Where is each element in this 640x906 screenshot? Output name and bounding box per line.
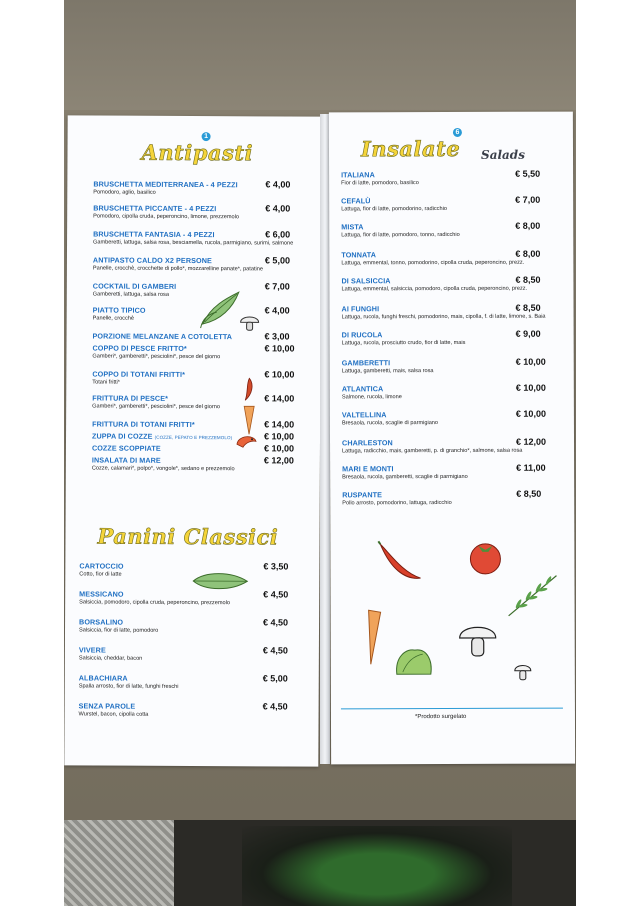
menu-item-name <box>341 222 460 231</box>
menu-item <box>92 343 220 360</box>
menu-item-name <box>341 170 419 179</box>
menu-item <box>341 250 524 267</box>
metal-grate <box>64 820 174 906</box>
menu-item-price: € 10,00 <box>263 443 295 454</box>
menu-item-price: € 8,50 <box>515 274 541 285</box>
menu-item-name <box>342 438 522 448</box>
menu-item-description: Lattuga, fior di latte, pomodorino, radicchio <box>341 206 447 213</box>
menu-item-price: € 6,00 <box>265 229 291 240</box>
menu-item-name-text: MARI E MONTI <box>342 464 394 474</box>
menu-item-description: Gamberetti, lattuga, salsa rosa <box>92 291 169 298</box>
menu-item-name-text: COPPO DI TOTANI FRITTI* <box>92 369 186 379</box>
menu-item-price: € 14,00 <box>264 419 295 430</box>
menu-item-name <box>342 384 402 393</box>
menu-item-price: € 3,00 <box>264 331 290 342</box>
menu-item-name-text: SENZA PAROLE <box>78 701 136 711</box>
menu-item-name-text: DI RUCOLA <box>341 330 383 340</box>
menu-item-name <box>79 701 149 710</box>
menu-item-name-text: RUSPANTE <box>342 490 383 500</box>
menu-item-name-text: BRUSCHETTA MEDITERRANEA - 4 PEZZI <box>93 179 238 190</box>
menu-item-name-text: PORZIONE MELANZANE A COTOLETTA <box>92 331 233 342</box>
menu-item-price: € 5,50 <box>515 168 541 179</box>
menu-item-description: Bresaola, rucola, scaglie di parmigiano <box>341 420 439 427</box>
menu-item <box>79 701 149 717</box>
menu-item-name <box>341 250 524 260</box>
menu-item-price: € 12,00 <box>263 455 294 466</box>
menu-item-name <box>92 455 235 465</box>
menu-item <box>79 617 158 633</box>
menu-item-description: Panelle, crocchè, crocchette di pollo*, mozzarelline panate*, patatine <box>92 265 264 273</box>
menu-item <box>342 330 466 346</box>
menu-item-name <box>93 179 237 189</box>
menu-item-name-text: MISTA <box>341 222 364 232</box>
chili-pepper-icon <box>240 376 258 402</box>
menu-item-name <box>79 561 123 570</box>
menu-item-name-text: ATLANTICA <box>341 384 384 394</box>
mushroom-icon <box>239 312 261 332</box>
menu-item-name <box>79 645 142 654</box>
section-number-badge-right: 6 <box>453 128 462 137</box>
menu-item <box>342 410 438 426</box>
menu-item-name <box>92 419 195 429</box>
menu-item-price: € 7,00 <box>515 194 541 205</box>
menu-item-name-text: CHARLESTON <box>342 438 393 448</box>
table-surface <box>64 0 576 110</box>
menu-item <box>92 455 235 472</box>
menu-item-name <box>92 369 185 378</box>
menu-item-price: € 10,00 <box>264 369 295 380</box>
menu-item <box>341 222 460 238</box>
menu-item-price: € 4,50 <box>262 701 288 712</box>
menu-page-left <box>64 115 321 766</box>
shoe <box>242 826 512 906</box>
menu-item-description: Lattuga, gamberetti, mais, salsa rosa <box>341 368 434 375</box>
menu-item-description: Bresaola, rucola, gamberetti, scaglie di parmigiano <box>342 473 468 481</box>
menu-item-description: Salsiccia, fior di latte, pomodoro <box>78 627 159 634</box>
menu-item <box>93 305 146 321</box>
menu-item <box>92 369 185 385</box>
menu-item <box>93 331 233 341</box>
menu-item-price: € 10,00 <box>263 431 295 442</box>
menu-item-description: Totani fritti* <box>92 379 120 386</box>
menu-item-name <box>92 431 232 441</box>
menu-item-name <box>93 255 263 265</box>
lettuce-icon <box>393 644 435 680</box>
menu-item-price: € 8,00 <box>515 248 541 259</box>
menu-item-name <box>341 196 447 205</box>
menu-item-name <box>92 443 161 452</box>
menu-item-name-text: BORSALINO <box>79 617 124 627</box>
menu-item <box>92 419 195 429</box>
menu-item <box>93 281 177 297</box>
menu-item <box>93 255 263 272</box>
mushroom-small-icon <box>513 662 533 682</box>
menu-item <box>342 490 452 506</box>
menu-item-price: € 8,50 <box>516 488 542 499</box>
menu-item <box>93 203 239 220</box>
menu-item <box>93 179 237 196</box>
footnote: *Prodotto surgelato <box>414 713 467 721</box>
panini-title: Panini Classici <box>97 523 279 550</box>
menu-item-description: Spalla arrosto, fior di latte, funghi freschi <box>78 683 179 690</box>
menu-item-description: Salmone, rucola, limone <box>341 394 402 401</box>
menu-item-name <box>79 617 158 626</box>
tomato-icon <box>466 538 504 576</box>
menu-item-price: € 7,00 <box>264 281 290 292</box>
menu-item <box>93 229 293 246</box>
menu-item-description: Gamberi*, gamberetti*, pesciolini*, pesce del giorno <box>92 353 221 361</box>
menu-photo <box>64 0 576 906</box>
menu-item-name <box>93 305 146 314</box>
menu-item-name <box>342 464 468 473</box>
menu-item-price: € 10,00 <box>515 408 546 419</box>
menu-item-name-text: COZZE SCOPPIATE <box>91 443 161 453</box>
menu-item-name-text: COPPO DI PESCE FRITTO* <box>92 343 187 353</box>
menu-item-name <box>342 410 438 419</box>
menu-item-price: € 5,00 <box>264 255 291 266</box>
menu-item-price: € 10,00 <box>264 343 295 354</box>
menu-item-name-text: VALTELLINA <box>341 410 387 420</box>
menu-item-price: € 4,50 <box>262 645 288 656</box>
menu-item-description: Lattuga, rucola, funghi freschi, pomodorino, mais, cipolla, f. di latte, limone, s. Baia <box>341 313 546 321</box>
menu-page-right <box>329 112 575 765</box>
menu-item-name <box>342 330 466 339</box>
menu-item-name-text: MESSICANO <box>79 589 124 599</box>
menu-item-price: € 9,00 <box>515 328 541 339</box>
rosemary-icon <box>506 574 558 618</box>
menu-item-name-text: BRUSCHETTA PICCANTE - 4 PEZZI <box>93 203 217 214</box>
menu-item-description: Salsiccia, cheddar, bacon <box>78 655 143 662</box>
menu-item-name <box>341 276 527 286</box>
menu-item-description: Lattuga, emmental, salsiccia, pomodoro, cipolla cruda, peperoncino, prezz. <box>341 285 528 293</box>
menu-item-price: € 5,00 <box>262 673 288 684</box>
salads-subtitle: Salads <box>480 147 525 162</box>
menu-item-name-text: COCKTAIL DI GAMBERI <box>92 281 177 291</box>
menu-item-price: € 12,00 <box>515 436 547 447</box>
menu-item-description: Cozze, calamari*, polpo*, vongole*, sedano e prezzemolo <box>91 465 235 473</box>
menu-item-name-text: FRITTURA DI PESCE* <box>92 393 169 403</box>
menu-item-description: Lattuga, emmental, tonno, pomodorino, cipolla cruda, peperoncino, prezz. <box>341 259 525 267</box>
menu-item <box>79 561 123 577</box>
menu-item-description: Pollo arrosto, pomodorino, lattuga, radicchio <box>342 500 452 507</box>
menu-item-description: Fior di latte, pomodoro, basilico <box>341 180 419 187</box>
menu-item-description: Lattuga, rucola, prosciutto crudo, fior di latte, mais <box>341 339 466 347</box>
footer-divider <box>341 708 563 710</box>
menu-item-name <box>79 673 179 683</box>
menu-item <box>342 358 434 374</box>
menu-item-note: (COZZE, PEPATO E PREZZEMOLO) <box>154 434 233 441</box>
menu-item-description: Lattuga, fior di latte, pomodoro, tonno, radicchio <box>341 231 460 239</box>
menu-item-description: Lattuga, radicchio, mais, gamberetti, p. di granchio*, salmone, salsa rosa <box>342 447 523 455</box>
menu-item <box>92 431 232 441</box>
menu-item-name <box>342 490 451 499</box>
mushroom-icon <box>457 620 499 660</box>
chili-pepper-icon <box>374 540 424 584</box>
basil-leaf-icon <box>191 570 249 592</box>
shrimp-icon <box>234 432 260 450</box>
menu-item-description: Panelle, crocchè <box>92 315 135 322</box>
menu-item <box>342 384 402 400</box>
menu-item-price: € 14,00 <box>264 393 295 404</box>
menu-item-price: € 4,50 <box>263 617 289 628</box>
menu-item-name-text: INSALATA DI MARE <box>91 455 161 465</box>
basil-leaves-icon <box>199 288 243 330</box>
menu-item-name <box>93 203 239 213</box>
carrot-icon <box>363 608 385 666</box>
menu-item-price: € 10,00 <box>515 356 546 367</box>
menu-item-description: Pomodoro, aglio, basilico <box>93 189 156 196</box>
menu-item-name-text: AI FUNGHI <box>341 304 380 314</box>
menu-item-name-text: PIATTO TIPICO <box>92 305 146 315</box>
menu-item-name-text: CARTOCCIO <box>79 561 124 571</box>
menu-item-name-text: VIVERE <box>78 645 106 655</box>
menu-item-name-text: ALBACHIARA <box>78 673 128 683</box>
insalate-title: Insalate <box>360 135 461 162</box>
menu-item <box>92 443 161 452</box>
menu-item-price: € 4,00 <box>264 305 290 316</box>
menu-item-price: € 4,50 <box>263 589 289 600</box>
menu-item-name <box>93 229 293 239</box>
menu-item-name-text: ITALIANA <box>341 170 375 180</box>
menu-item-name-text: CEFALÙ <box>341 196 371 206</box>
menu-item <box>342 464 468 480</box>
menu-item <box>341 170 419 186</box>
menu-item-name-text: GAMBERETTI <box>341 358 391 368</box>
menu-item <box>79 673 179 690</box>
menu-item-price: € 4,00 <box>265 203 291 214</box>
menu-item-description: Salsiccia, pomodoro, cipolla cruda, peperoncino, prezzemolo <box>79 599 230 607</box>
menu-item <box>79 645 143 661</box>
menu-item-price: € 8,00 <box>515 220 541 231</box>
menu-item <box>341 196 447 212</box>
menu-item-name <box>342 358 434 367</box>
menu-item <box>341 276 527 293</box>
antipasti-title: Antipasti <box>141 139 254 166</box>
section-number-badge: 1 <box>202 132 211 141</box>
menu-item-price: € 4,00 <box>265 179 291 190</box>
menu-item-name-text: DI SALSICCIA <box>341 276 391 286</box>
menu-item-name <box>92 393 220 403</box>
menu-item-name-text: ANTIPASTO CALDO X2 PERSONE <box>92 255 212 266</box>
menu-item <box>342 438 522 455</box>
menu-item-name-text: TONNATA <box>341 250 377 260</box>
menu-item-description: Pomodoro, cipolla cruda, peperoncino, limone, prezzemolo <box>93 213 240 221</box>
menu-item-price: € 3,50 <box>263 561 289 572</box>
menu-item-price: € 10,00 <box>515 382 546 393</box>
menu-item <box>92 393 220 410</box>
menu-item-name <box>93 281 177 290</box>
menu-item-price: € 8,50 <box>515 302 541 313</box>
menu-item-name-text: ZUPPA DI COZZE <box>92 431 153 441</box>
menu-item-name <box>92 343 220 353</box>
menu-item-name-text: BRUSCHETTA FANTASIA - 4 PEZZI <box>93 229 215 240</box>
menu-item-name-text: FRITTURA DI TOTANI FRITTI* <box>92 419 195 430</box>
menu-item-name <box>93 331 233 341</box>
menu-item-price: € 11,00 <box>516 462 546 473</box>
menu-item-description: Cotto, fior di latte <box>79 571 122 578</box>
menu-item-description: Wurstel, bacon, cipolla cotta <box>78 711 149 718</box>
menu-item-description: Gamberetti, lattuga, salsa rosa, besciamella, rucola, parmigiano, surimi, salmone <box>93 239 294 247</box>
menu-item-description: Gamberi*, gamberetti*, pesciolini*, pesce del giorno <box>92 403 220 411</box>
